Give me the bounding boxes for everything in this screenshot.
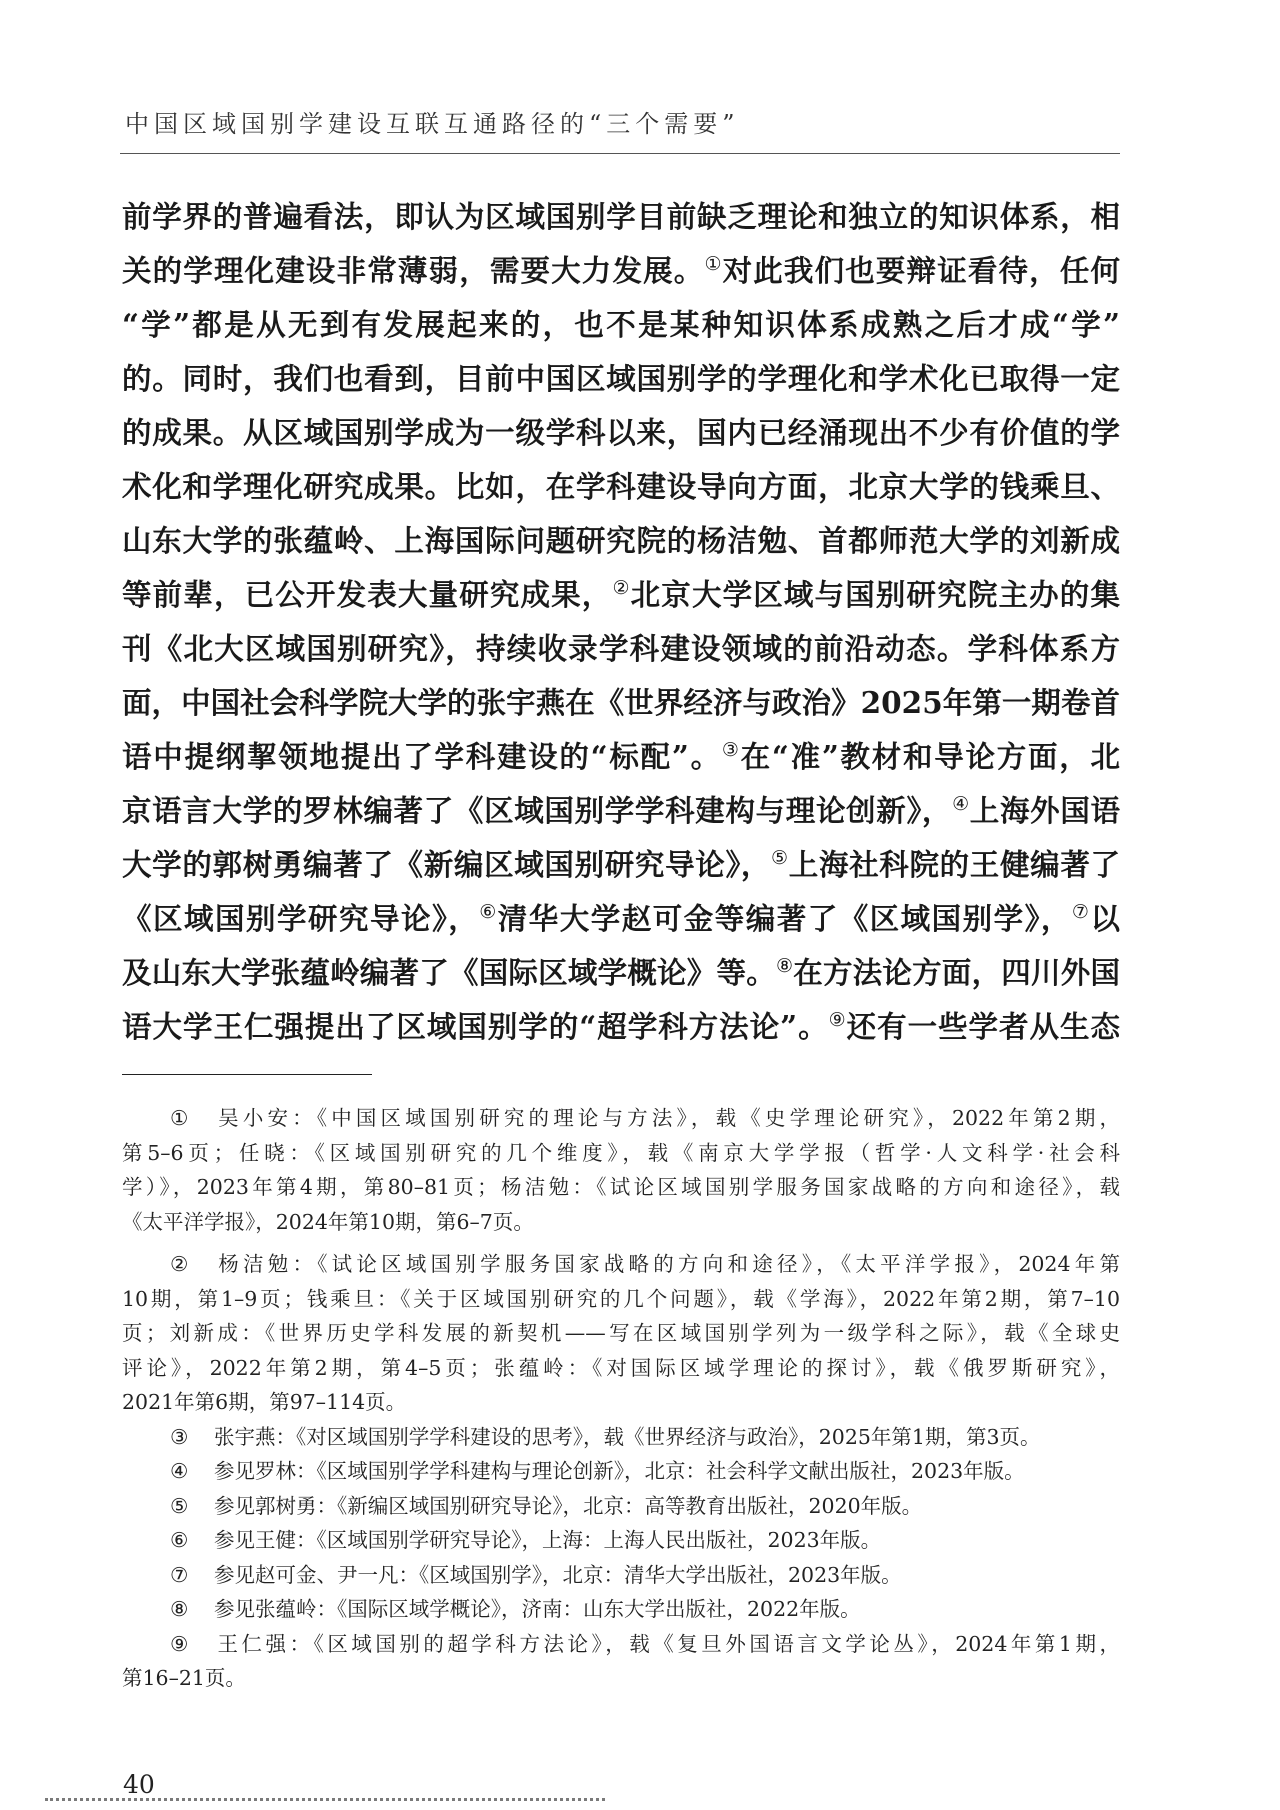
footnote-line [122,1454,1120,1489]
body-text-run: 术化和学理化研究成果。比如，在学科建设导向方面，北京大学的钱乘旦、 [122,469,1120,504]
body-line [122,190,1120,244]
body-line [122,514,1120,568]
body-text-run: 京语言大学的罗林编著了《区域国别学学科建构与理论创新》， [122,793,953,828]
body-text [122,190,1120,1054]
footnote-text: 张宇燕：《对区域国别学学科建设的思考》，载《世界经济与政治》，2025年第1期，第3页。 [214,1424,1041,1449]
footnote-number: ③ [170,1424,189,1449]
body-text-run: 面，中国社会科学院大学的张宇燕在《世界经济与政治》2025年第一期卷首 [122,685,1120,720]
footnote-number: ⑥ [170,1528,189,1552]
body-text-run: 前学界的普遍看法，即认为区域国别学目前缺乏理论和独立的知识体系，相 [122,199,1120,234]
footnote-text: 参见罗林：《区域国别学学科建构与理论创新》，北京：社会科学文献出版社，2023年版。 [214,1459,1025,1483]
body-line [122,784,1120,838]
footnote-text: 参见赵可金、尹一凡：《区域国别学》，北京：清华大学出版社，2023年版。 [214,1562,902,1587]
body-line [122,838,1120,892]
footnote-line [122,1282,1120,1317]
body-text-run: 及山东大学张蕴岭编著了《国际区域学概论》等。 [122,955,776,990]
body-line [122,568,1120,622]
body-text-run: 的。同时，我们也看到，目前中国区域国别学的学理化和学术化已取得一定 [122,361,1120,396]
body-text-run: 上海外国语 [969,793,1120,828]
footnote-text: 学）》，2023年第4期，第80–81页；杨洁勉：《试论区域国别学服务国家战略的方向和途径》，载 [122,1175,1120,1199]
footnote-line [122,1489,1120,1524]
page-number: 40 [123,1770,155,1799]
footnote-ref: ② [612,577,631,600]
body-line [122,892,1120,946]
body-text-run: 在方法论方面，四川外国 [793,955,1120,990]
footnote-ref: ⑤ [771,847,789,870]
footnote-line [122,1351,1120,1386]
footnote-text: 杨洁勉：《试论区域国别学服务国家战略的方向和途径》，《太平洋学报》，2024年第 [214,1252,1120,1276]
footnote-line [122,1205,1120,1240]
header-rule [120,153,1120,154]
footnote-line [122,1136,1120,1171]
footnote [122,1101,1120,1239]
footnote-number: ② [170,1252,189,1276]
body-line [122,298,1120,352]
body-text-run: 还有一些学者从生态 [846,1009,1120,1044]
body-text-run: 等前辈，已公开发表大量研究成果， [122,577,613,612]
body-text-run: 大学的郭树勇编著了《新编区域国别研究导论》， [122,847,772,882]
footnote-line [122,1247,1120,1282]
body-line [122,730,1120,784]
body-line [122,676,1120,730]
footnote-text: 页；刘新成：《世界历史学科发展的新契机——写在区域国别学列为一级学科之际》，载《全球史 [122,1321,1120,1345]
footnote [122,1592,1120,1627]
body-line [122,244,1120,298]
footnote [122,1489,1120,1524]
footnote-text: 吴小安：《中国区域国别研究的理论与方法》，载《史学理论研究》，2022年第2期， [214,1106,1120,1130]
footnote-ref: ⑨ [828,1009,847,1032]
footnote-number: ⑧ [170,1597,189,1621]
footnote-ref: ⑥ [479,901,498,924]
footnote-text: 10期，第1–9页；钱乘旦：《关于区域国别研究的几个问题》，载《学海》，2022年第2期，第7–10 [122,1286,1120,1311]
footnote [122,1627,1120,1696]
body-line [122,352,1120,406]
body-text-run: 语大学王仁强提出了区域国别学的“超学科方法论”。 [122,1009,829,1044]
body-text-run: 在“准”教材和导论方面，北 [740,739,1120,774]
footnote-number: ① [170,1106,189,1130]
footnote-line [122,1385,1120,1420]
footnote-text: 参见张蕴岭：《国际区域学概论》，济南：山东大学出版社，2022年版。 [214,1597,861,1621]
body-line [122,406,1120,460]
footnote-line [122,1101,1120,1136]
footnote-line [122,1170,1120,1205]
body-line [122,622,1120,676]
footnote-gap [122,1239,1120,1247]
footnotes [122,1101,1120,1696]
footnote [122,1247,1120,1420]
body-text-run: 对此我们也要辩证看待，任何 [722,253,1120,288]
footnote [122,1454,1120,1489]
body-text-run: 北京大学区域与国别研究院主办的集 [630,577,1120,612]
footnote-ref: ④ [952,793,970,816]
footnote-line [122,1592,1120,1627]
body-text-run: 上海社科院的王健编著了 [788,847,1120,882]
cut-off-next-line [45,1798,605,1810]
body-text-run: “学”都是从无到有发展起来的，也不是某种知识体系成熟之后才成“学” [122,307,1120,342]
body-text-run: 关的学理化建设非常薄弱，需要大力发展。 [122,253,705,288]
footnote [122,1523,1120,1558]
footnote-line [122,1316,1120,1351]
footnote-text: 《太平洋学报》，2024年第10期，第6–7页。 [122,1209,534,1234]
body-line [122,460,1120,514]
body-line [122,1000,1120,1054]
footnote-text: 评论》，2022年第2期，第4–5页；张蕴岭：《对国际区域学理论的探讨》，载《俄罗斯研究》， [122,1355,1120,1380]
footnote-line [122,1661,1120,1696]
footnote-line [122,1420,1120,1455]
footnote-ref: ⑦ [1071,901,1091,924]
footnote [122,1558,1120,1593]
footnote-text: 王仁强：《区域国别的超学科方法论》，载《复旦外国语言文学论丛》，2024年第1期， [214,1631,1120,1656]
footnote-ref: ① [704,253,723,276]
body-text-run: 《区域国别学研究导论》， [122,901,480,936]
footnote-number: ④ [170,1459,189,1483]
body-text-run: 语中提纲挈领地提出了学科建设的“标配”。 [122,739,722,774]
footnote-ref: ⑧ [775,955,794,978]
body-text-run: 山东大学的张蕴岭、上海国际问题研究院的杨洁勉、首都师范大学的刘新成 [122,523,1120,558]
footnote-ref: ③ [721,739,741,762]
body-text-run: 刊《北大区域国别研究》，持续收录学科建设领域的前沿动态。学科体系方 [122,631,1120,666]
footnote-text: 参见郭树勇：《新编区域国别研究导论》，北京：高等教育出版社，2020年版。 [214,1493,923,1518]
footnote-line [122,1523,1120,1558]
footnote-text: 第5–6页；任晓：《区域国别研究的几个维度》，载《南京大学学报（哲学·人文科学·社会科 [122,1140,1120,1165]
footnote-number: ⑦ [170,1562,189,1587]
footnote [122,1420,1120,1455]
body-text-run: 的成果。从区域国别学成为一级学科以来，国内已经涌现出不少有价值的学 [122,415,1120,450]
body-text-run: 以 [1090,901,1120,936]
running-header: 中国区域国别学建设互联互通路径的“三个需要” [125,110,740,138]
footnote-line [122,1558,1120,1593]
footnote-text: 2021年第6期，第97–114页。 [122,1390,407,1414]
footnote-rule [122,1074,372,1075]
footnote-text: 第16–21页。 [122,1666,246,1690]
body-line [122,946,1120,1000]
footnote-text: 参见王健：《区域国别学研究导论》，上海：上海人民出版社，2023年版。 [214,1528,882,1552]
footnote-number: ⑨ [170,1631,189,1656]
body-text-run: 清华大学赵可金等编著了《区域国别学》， [497,901,1072,936]
footnote-line [122,1627,1120,1662]
footnote-number: ⑤ [170,1493,189,1518]
